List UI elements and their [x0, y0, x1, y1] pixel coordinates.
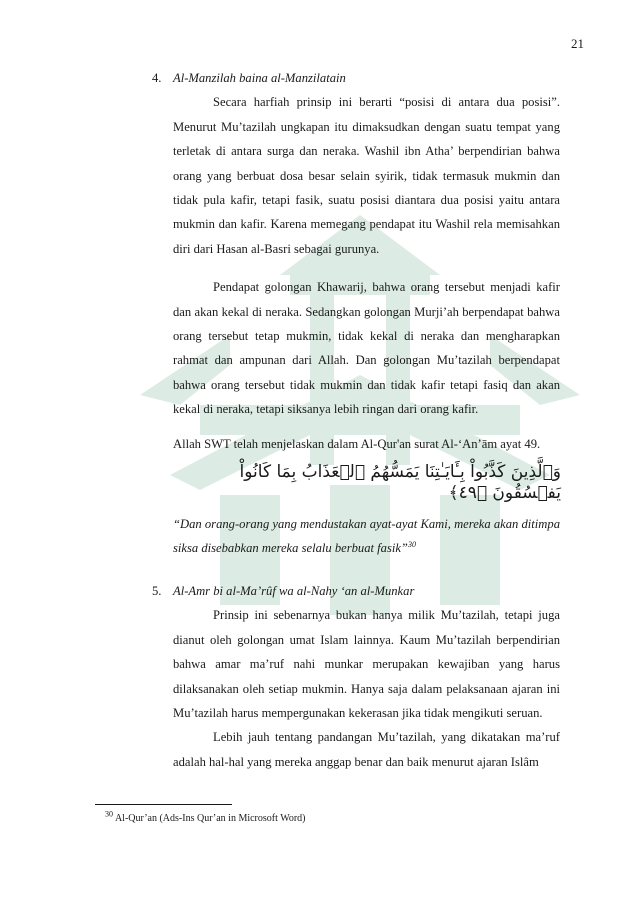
- section-5-paragraph-1: Prinsip ini sebenarnya bukan hanya milik Mu’tazilah, tetapi juga dianut oleh golongan umat Islam lainnya. Kaum Mu’tazilah berpendirian bahwa amar ma’ruf nahi munkar merupakan kewajiban yang harus dilaksanakan oleh setiap mukmin. Hanya saja dalam pelaksanaan ajaran ini Mu’tazilah harus mempergunakan kekerasan jika tidak mengikuti seruan.: [173, 608, 560, 721]
- footnote: [105, 809, 306, 824]
- footnote-ref[interactable]: 30: [407, 540, 416, 550]
- section-5: [173, 579, 560, 774]
- footnote-number: 30: [105, 809, 113, 819]
- section-4-title: Al-Manzilah baina al-Manzilatain: [173, 71, 346, 85]
- section-5-paragraph-2: Lebih jauh tentang pandangan Mu’tazilah, yang dikatakan ma’ruf adalah hal-hal yang mereka anggap benar dan baik menurut ajaran Islâm: [173, 730, 560, 769]
- translation-text: “Dan orang-orang yang mendustakan ayat-ayat Kami, mereka akan ditimpa siksa disebabkan mereka selalu berbuat fasik”: [173, 517, 560, 556]
- section-4-paragraph-1: Secara harfiah prinsip ini berarti “posisi di antara dua posisi”. Menurut Mu’tazilah ungkapan itu dimaksudkan dengan suatu tempat yang terletak di antara surga dan neraka. Washil ibn Atha’ berpendirian bahwa orang yang berbuat dosa besar selain syirik, tidak termasuk mukmin dan tidak pula kafir, tetapi fasik, suatu posisi diantara dua posisi yaitu antara mukmin dan kafir. Karena memegang pendapat itu Washil rela memisahkan diri dari Hasan al-Basri sebagai gurunya.: [173, 95, 560, 256]
- section-4-number: 4.: [152, 71, 162, 85]
- section-5-number: 5.: [152, 584, 162, 598]
- verse-translation: [173, 512, 560, 561]
- footnote-text: Al-Qur’an (Ads-Ins Qur’an in Microsoft Word): [114, 813, 306, 824]
- arabic-verse: وَٱلَّذِينَ كَذَّبُواْ بِـَٔايَـٰتِنَا يَمَسُّهُمُ ٱلۡعَذَابُ بِمَا كَانُواْ يَفۡسُقُونَ ﴿٤٩﴾: [239, 462, 561, 503]
- section-4-paragraph-2: Pendapat golongan Khawarij, bahwa orang tersebut menjadi kafir dan akan kekal di neraka. Sedangkan golongan Murji’ah berpendapat bahwa orang tersebut tetap mukmin, tidak kekal di neraka dan mengharapkan rahmat dan ampunan dari Allah. Dan golongan Mu’tazilah berpendapat bahwa orang tersebut tidak mukmin dan tidak kafir tetapi fasiq dan akan kekal di neraka, tetapi siksanya lebih ringan dari orang kafir.: [173, 280, 560, 417]
- footnote-divider: [95, 804, 232, 805]
- section-5-title: Al-Amr bi al-Ma’rûf wa al-Nahy ‘an al-Munkar: [173, 584, 415, 598]
- page-number: 21: [571, 36, 584, 51]
- section-4: [173, 66, 560, 456]
- quran-intro: Allah SWT telah menjelaskan dalam Al-Qur'an surat Al-‘An’ām ayat 49.: [173, 436, 541, 451]
